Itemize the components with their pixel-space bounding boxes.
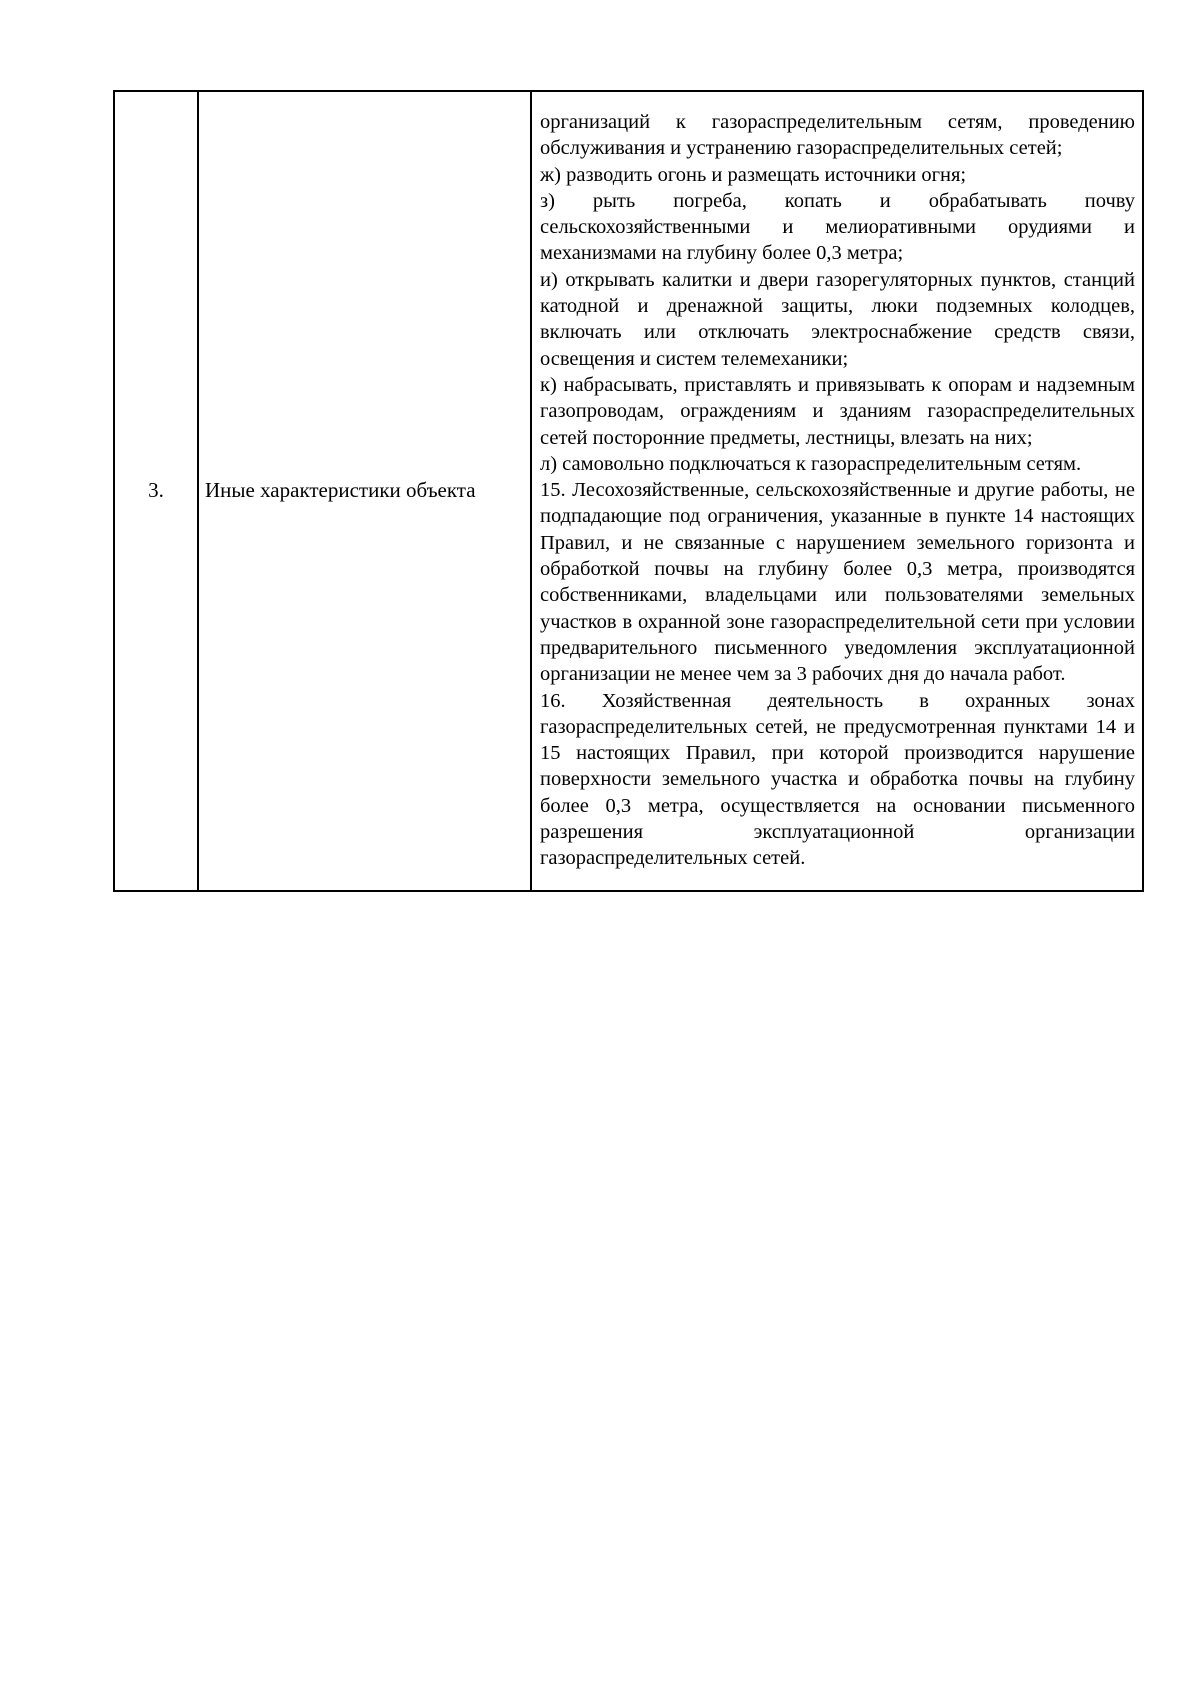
paragraph-rule-16: 16. Хозяйственная деятельность в охранных зонах газораспределительных сетей, не предусмотренная пунктами 14 и 15 настоящих Правил, при которой производится нарушение поверхности земельного участка и обработка почвы на глубину более 0,3 метра, осуществляется на основании письменного разрешения эксплуатационной организации газораспределительных сетей.: [540, 689, 1135, 870]
paragraph-item-z: з) рыть погреба, копать и обрабатывать почву сельскохозяйственными и мелиоративными орудиями и механизмами на глубину более 0,3 метра;: [540, 189, 1135, 265]
paragraph-item-l: л) самовольно подключаться к газораспределительным сетям.: [540, 452, 1082, 475]
paragraph-continuation: организаций к газораспределительным сетям, проведению обслуживания и устранению газораспределительных сетей;: [540, 111, 1135, 160]
row-description: [531, 91, 1143, 891]
paragraph-item-zh: ж) разводить огонь и размещать источники огня;: [540, 163, 967, 186]
characteristics-table: [113, 90, 1144, 892]
row-name: Иные характеристики объекта: [198, 91, 531, 891]
paragraph-rule-15: 15. Лесохозяйственные, сельскохозяйственные и другие работы, не подпадающие под ограничения, указанные в пункте 14 настоящих Правил, и не связанные с нарушением земельного горизонта и обработкой почвы на глубину более 0,3 метра, производятся собственниками, владельцами или пользователями земельных участков в охранной зоне газораспределительной сети при условии предварительного письменного уведомления эксплуатационной организации не менее чем за 3 рабочих дня до начала работ.: [540, 479, 1135, 686]
row-number: 3.: [114, 91, 198, 891]
table-row: [114, 91, 1143, 891]
paragraph-item-k: к) набрасывать, приставлять и привязывать к опорам и надземным газопроводам, ограждениям и зданиям газораспределительных сетей посторонние предметы, лестницы, влезать на них;: [540, 373, 1135, 449]
paragraph-item-i: и) открывать калитки и двери газорегуляторных пунктов, станций катодной и дренажной защиты, люки подземных колодцев, включать или отключать электроснабжение средств связи, освещения и систем телемеханики;: [540, 268, 1135, 370]
